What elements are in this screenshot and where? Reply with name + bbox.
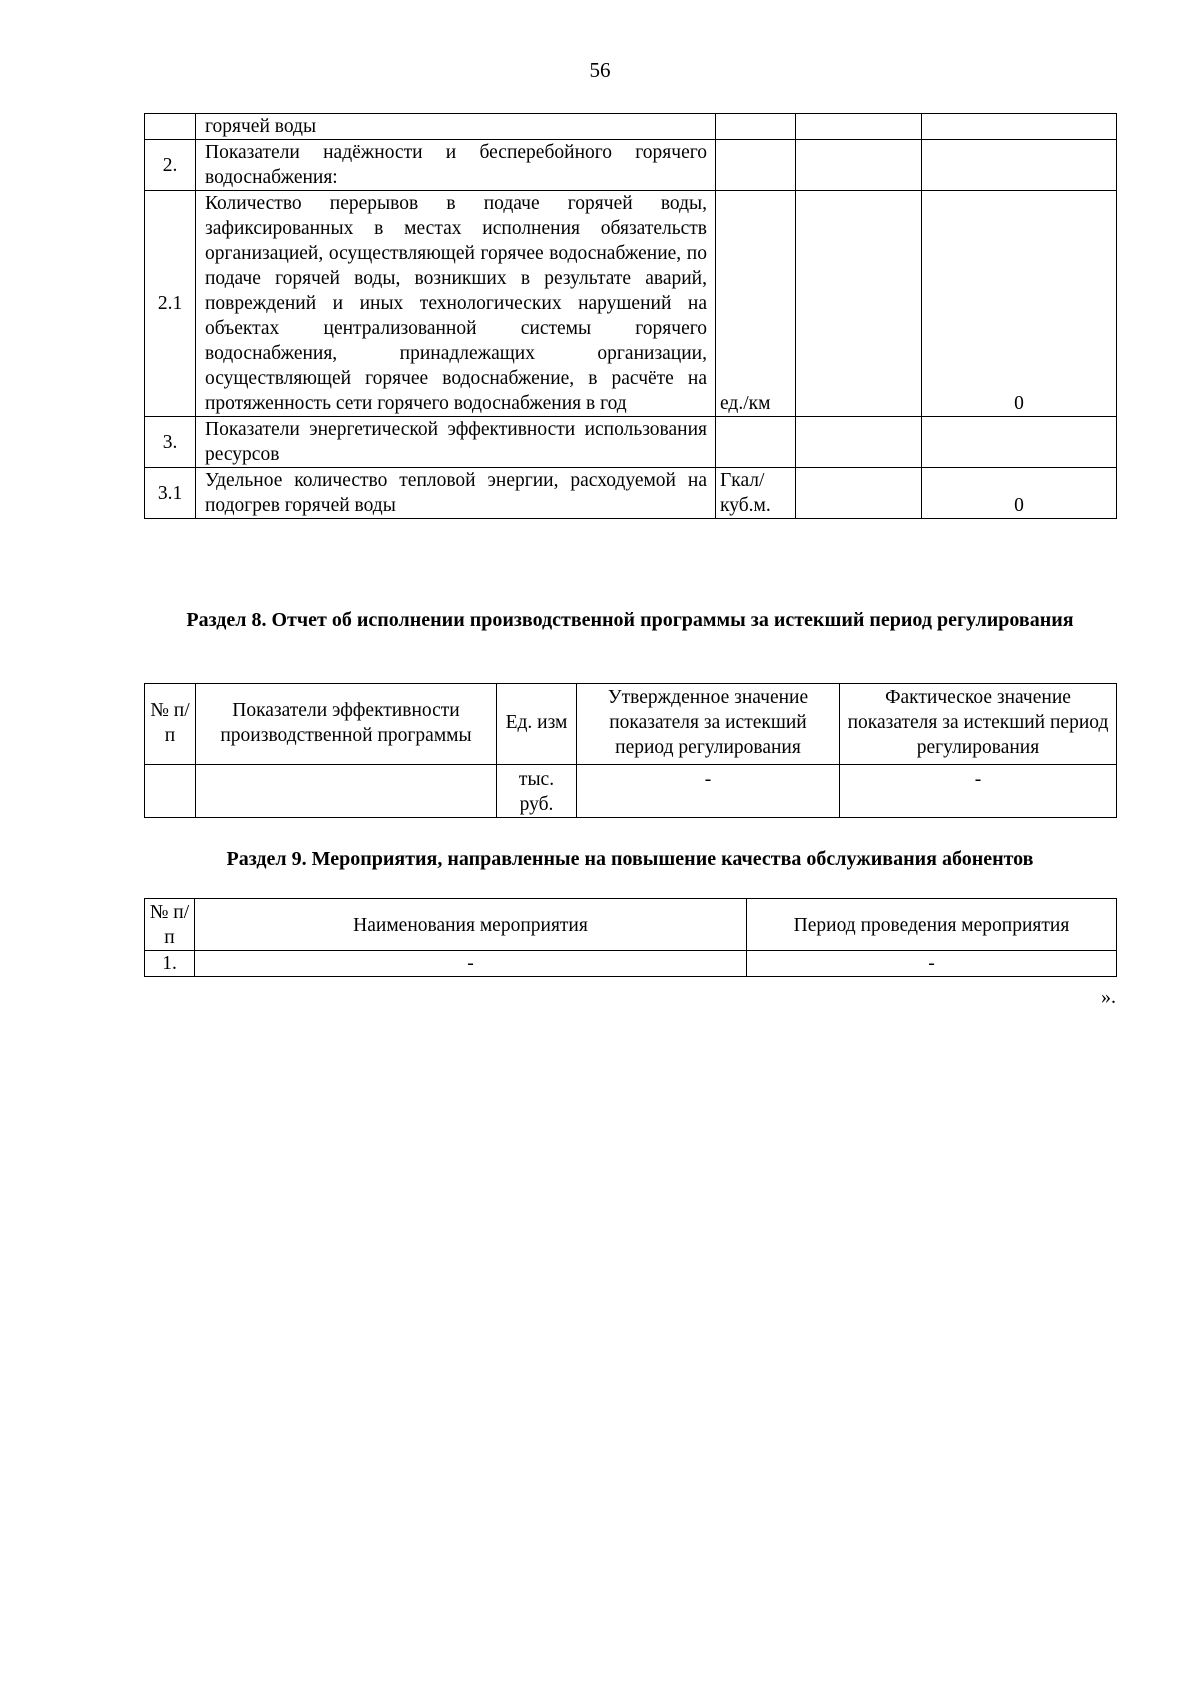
value-cell [796,468,922,519]
event-period-cell: - [747,951,1117,977]
row-number: 3.1 [145,468,196,519]
value-cell: 0 [922,468,1117,519]
unit-cell: Гкал/ куб.м. [716,468,796,519]
row-number: 2. [145,140,196,191]
header-number: № п/п [145,684,196,765]
value-cell: 0 [922,191,1117,417]
table-header-row [145,684,1117,765]
table-row [145,417,1117,468]
table-row [145,951,1117,977]
page-number: 56 [589,58,611,82]
indicator-text: Удельное количество тепловой энергии, расходуемой на подогрев горячей воды [196,468,716,519]
indicator-text: Показатели надёжности и бесперебойного горячего водоснабжения: [196,140,716,191]
row-number: 1. [145,951,195,977]
section-8-table [144,683,1117,818]
row-number: 2.1 [145,191,196,417]
unit-cell [716,114,796,140]
header-unit: Ед. изм [497,684,577,765]
table-row [145,191,1117,417]
table-row [145,114,1117,140]
actual-value-cell: - [840,765,1117,818]
section-9-title: Раздел 9. Мероприятия, направленные на повышение качества обслуживания абонентов [226,848,1034,870]
unit-cell: ед./км [716,191,796,417]
approved-value-cell: - [577,765,840,818]
value-cell [922,140,1117,191]
value-cell [922,114,1117,140]
header-actual-value: Фактическое значение показателя за истекший период регулирования [840,684,1117,765]
table-row [145,765,1117,818]
indicator-text: Количество перерывов в подаче горячей воды, зафиксированных в местах исполнения обязательств организацией, осуществляющей горячее водоснабжение, по подаче горячей воды, возникших в результате аварий, повреждений и иных технологических нарушений на объектах централизованной системы горячего водоснабжения, принадлежащих организации, осуществляющей горячее водоснабжение, в расчёте на протяженность сети горячего водоснабжения в год [196,191,716,417]
indicator-text: горячей воды [196,114,716,140]
header-number: № п/п [145,899,195,951]
value-cell [922,417,1117,468]
indicators-table [144,113,1117,519]
section-9-table [144,898,1117,977]
indicator-text: Показатели энергетической эффективности использования ресурсов [196,417,716,468]
value-cell [796,417,922,468]
event-name-cell: - [195,951,747,977]
row-number: 3. [145,417,196,468]
indicator-cell [196,765,497,818]
section-8-title: Раздел 8. Отчет об исполнении производственной программы за истекший период регулирования [186,609,1074,631]
value-cell [796,114,922,140]
table-row [145,468,1117,519]
value-cell [796,191,922,417]
closing-quote: ». [1101,986,1116,1008]
unit-cell: тыс. руб. [497,765,577,818]
row-number [145,114,196,140]
header-event-name: Наименования мероприятия [195,899,747,951]
row-number [145,765,196,818]
unit-cell [716,140,796,191]
header-indicators: Показатели эффективности производственной программы [196,684,497,765]
table-header-row [145,899,1117,951]
table-row [145,140,1117,191]
header-event-period: Период проведения мероприятия [747,899,1117,951]
value-cell [796,140,922,191]
unit-cell [716,417,796,468]
header-approved-value: Утвержденное значение показателя за истекший период регулирования [577,684,840,765]
